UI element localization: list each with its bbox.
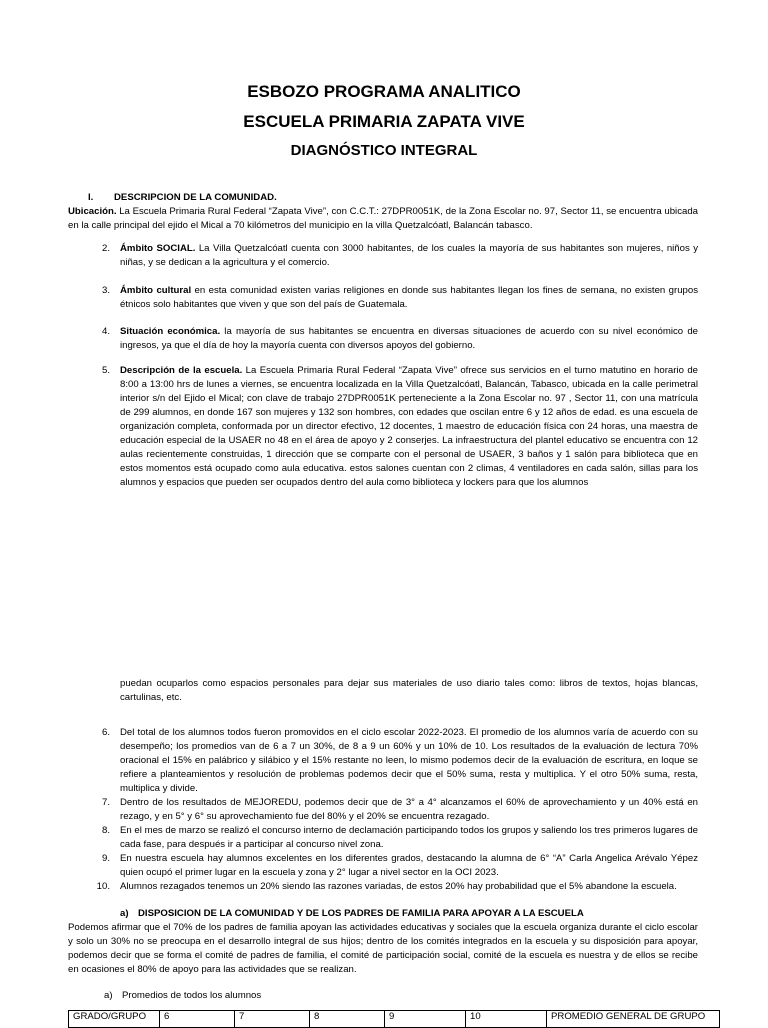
table-header-cell: 6 [160, 1011, 235, 1028]
list-item-promocion: Del total de los alumnos todos fueron promovidos en el ciclo escolar 2022-2023. El promedio de los alumnos varía de acuerdo con su desempeño; los promedios van de 6 a 7 un 30%, de 8 a 9 un 60% y un 10% de 10. Los resultados de la evaluación de lectura 70% oracional el 15% en palábrico y silábico y el 15% restante no leen, lo mismo podemos decir de la evaluación de escritura, en loque se refiere a planteamientos y resolución de problemas podemos decir que el 50% suma, resta y multiplica. Y el otro 50% suma, resta, multiplica y divide. [120, 727, 698, 794]
table-header-cell: PROMEDIO GENERAL DE GRUPO [547, 1011, 720, 1028]
item-number: 10. [96, 881, 110, 892]
subsection-promedios [104, 990, 261, 1001]
table-header-cell: 10 [466, 1011, 547, 1028]
subsection-title: Promedios de todos los alumnos [122, 990, 262, 1001]
table-header-cell: 8 [310, 1011, 385, 1028]
document-subtitle: DIAGNÓSTICO INTEGRAL [290, 142, 478, 159]
item-number: 6. [101, 727, 110, 738]
item-text: La Escuela Primaria Rural Federal “Zapata Vive” ofrece sus servicios en el turno matutino en horario de 8:00 a 13:00 hrs de lunes a viernes, se encuentra localizada en la Villa Quetzalcóatl, Balancán, Tabasco, ubicada en la calle perimetral interior s/n del Ejido el Mical; con clave de trabajo 27DPR0051K perteneciente a la Zona Escolar no. 97 , Sector 11, con una matrícula de 299 alumnos, en donde 167 son mujeres y 132 son hombres, con edades que oscilan entre 6 y 12 años de edad. es una escuela de organización completa, conformada por un director efectivo, 12 docentes, 1 maestro de educación física con 24 horas, una maestra de educación especial de la USAER no 48 en el área de apoyo y 2 conserjes. La infraestructura del plantel educativo se encuentra con 12 aulas recientemente construidas, 1 dirección que se comparte con el personal de USAER, 3 baños y 1 salón para biblioteca que en estos momentos está ocupado como aula educativa. estos salones cuentan con 2 climas, 4 ventiladores en cada salón, sillas para los alumnos y espacios que pueden ser ocupados dentro del aula como biblioteca y lockers para que los alumnos [120, 365, 699, 488]
item-text: la mayoría de sus habitantes se encuentra en diversas situaciones de acuerdo con su nivel económico de ingresos, ya que el día de hoy la mayoría cuenta con diversos apoyos del gobierno. [120, 326, 698, 351]
list-item-descripcion-escuela [120, 364, 698, 490]
list-item-ambito-social [120, 242, 698, 270]
item-number: 9. [101, 853, 110, 864]
table-header-cell: 9 [385, 1011, 466, 1028]
subsection-letter: a) [104, 990, 113, 1001]
ubicacion-label: Ubicación. [68, 206, 117, 217]
section-number: I. [88, 192, 94, 203]
table-header-cell: GRADO/GRUPO [69, 1011, 160, 1028]
item-label: Ámbito cultural [120, 285, 192, 296]
item-number: 7. [101, 797, 110, 808]
list-item-rezagados: Alumnos rezagados tenemos un 20% siendo las razones variadas, de estos 20% hay probabilidad que el 5% abandone la escuela. [120, 881, 677, 892]
section-heading-comunidad [88, 192, 277, 203]
table-header-row [69, 1011, 720, 1028]
school-name: ESCUELA PRIMARIA ZAPATA VIVE [243, 112, 525, 131]
list-item-alumnos-excelentes: En nuestra escuela hay alumnos excelentes en los diferentes grados, destacando la alumna de 6° “A” Carla Angelica Arévalo Yépez quien ocupó el primer lugar en la escuela y zona y 2° lugar a nivel sector en la OCI 2023. [120, 853, 698, 878]
item-label: Ámbito SOCIAL. [120, 243, 196, 254]
item-number: 8. [101, 825, 110, 836]
list-item-situacion-economica [120, 325, 698, 353]
section-heading-disposicion [120, 908, 584, 919]
ubicacion-paragraph [68, 205, 698, 233]
item-number: 5. [101, 365, 110, 376]
table-header-cell: 7 [235, 1011, 310, 1028]
item-label: Situación económica. [120, 326, 221, 337]
list-item-mejoredu: Dentro de los resultados de MEJOREDU, podemos decir que de 3° a 4° alcanzamos el 60% de aprovechamiento y un 40% está en rezago, y en 5° y 6° su aprovechamiento fue del 80% y el 20% se encuentra rezagado. [120, 797, 698, 822]
grades-table [68, 1010, 720, 1028]
document-title: ESBOZO PROGRAMA ANALITICO [247, 82, 521, 101]
item-text: en esta comunidad existen varias religiones en donde sus habitantes llegan los fines de semana, no existen grupos étnicos solo habitantes que viven y que son del país de Guatemala. [120, 285, 698, 310]
list-item-ambito-cultural [120, 284, 698, 312]
descripcion-continuation: puedan ocuparlos como espacios personales para dejar sus materiales de uso diario tales como: libros de textos, hojas blancas, cartulinas, etc. [120, 678, 698, 703]
ubicacion-text: La Escuela Primaria Rural Federal “Zapata Vive”, con C.C.T.: 27DPR0051K, de la Zona Escolar no. 97, Sector 11, se encuentra ubicada en la calle principal del ejido el Mical a 70 kilómetros del municipio en la villa Quetzalcóatl, Balancán tabasco. [68, 206, 698, 231]
item-label: Descripción de la escuela. [120, 365, 243, 376]
section-title: DESCRIPCION DE LA COMUNIDAD. [114, 192, 277, 203]
item-number: 2. [101, 243, 110, 254]
list-item-declamacion: En el mes de marzo se realizó el concurso interno de declamación participando todos los grupos y saliendo los tres primeros lugares de cada fase, para después ir a participar al concurso nivel zona. [120, 825, 698, 850]
disposicion-paragraph: Podemos afirmar que el 70% de los padres de familia apoyan las actividades educativas y sociales que la escuela organiza durante el ciclo escolar y solo un 30% no se preocupa en el desarrollo integral de sus hijos; dentro de los comités integrados en la escuela y su disposición para apoyar, podemos decir que se forma el comité de padres de familia, el comité de participación social, comité de la escuela es nuestra y de ellos se recibe en ocasiones el 80% de apoyo para las actividades que se realizan. [68, 922, 698, 975]
item-text: La Villa Quetzalcóatl cuenta con 3000 habitantes, de los cuales la mayoría de sus habitantes son mujeres, niños y niñas, y se dedican a la agricultura y el comercio. [120, 243, 698, 268]
item-number: 3. [101, 285, 110, 296]
section-letter: a) [120, 908, 129, 919]
item-number: 4. [101, 326, 110, 337]
section-title: DISPOSICION DE LA COMUNIDAD Y DE LOS PADRES DE FAMILIA PARA APOYAR A LA ESCUELA [138, 908, 584, 919]
